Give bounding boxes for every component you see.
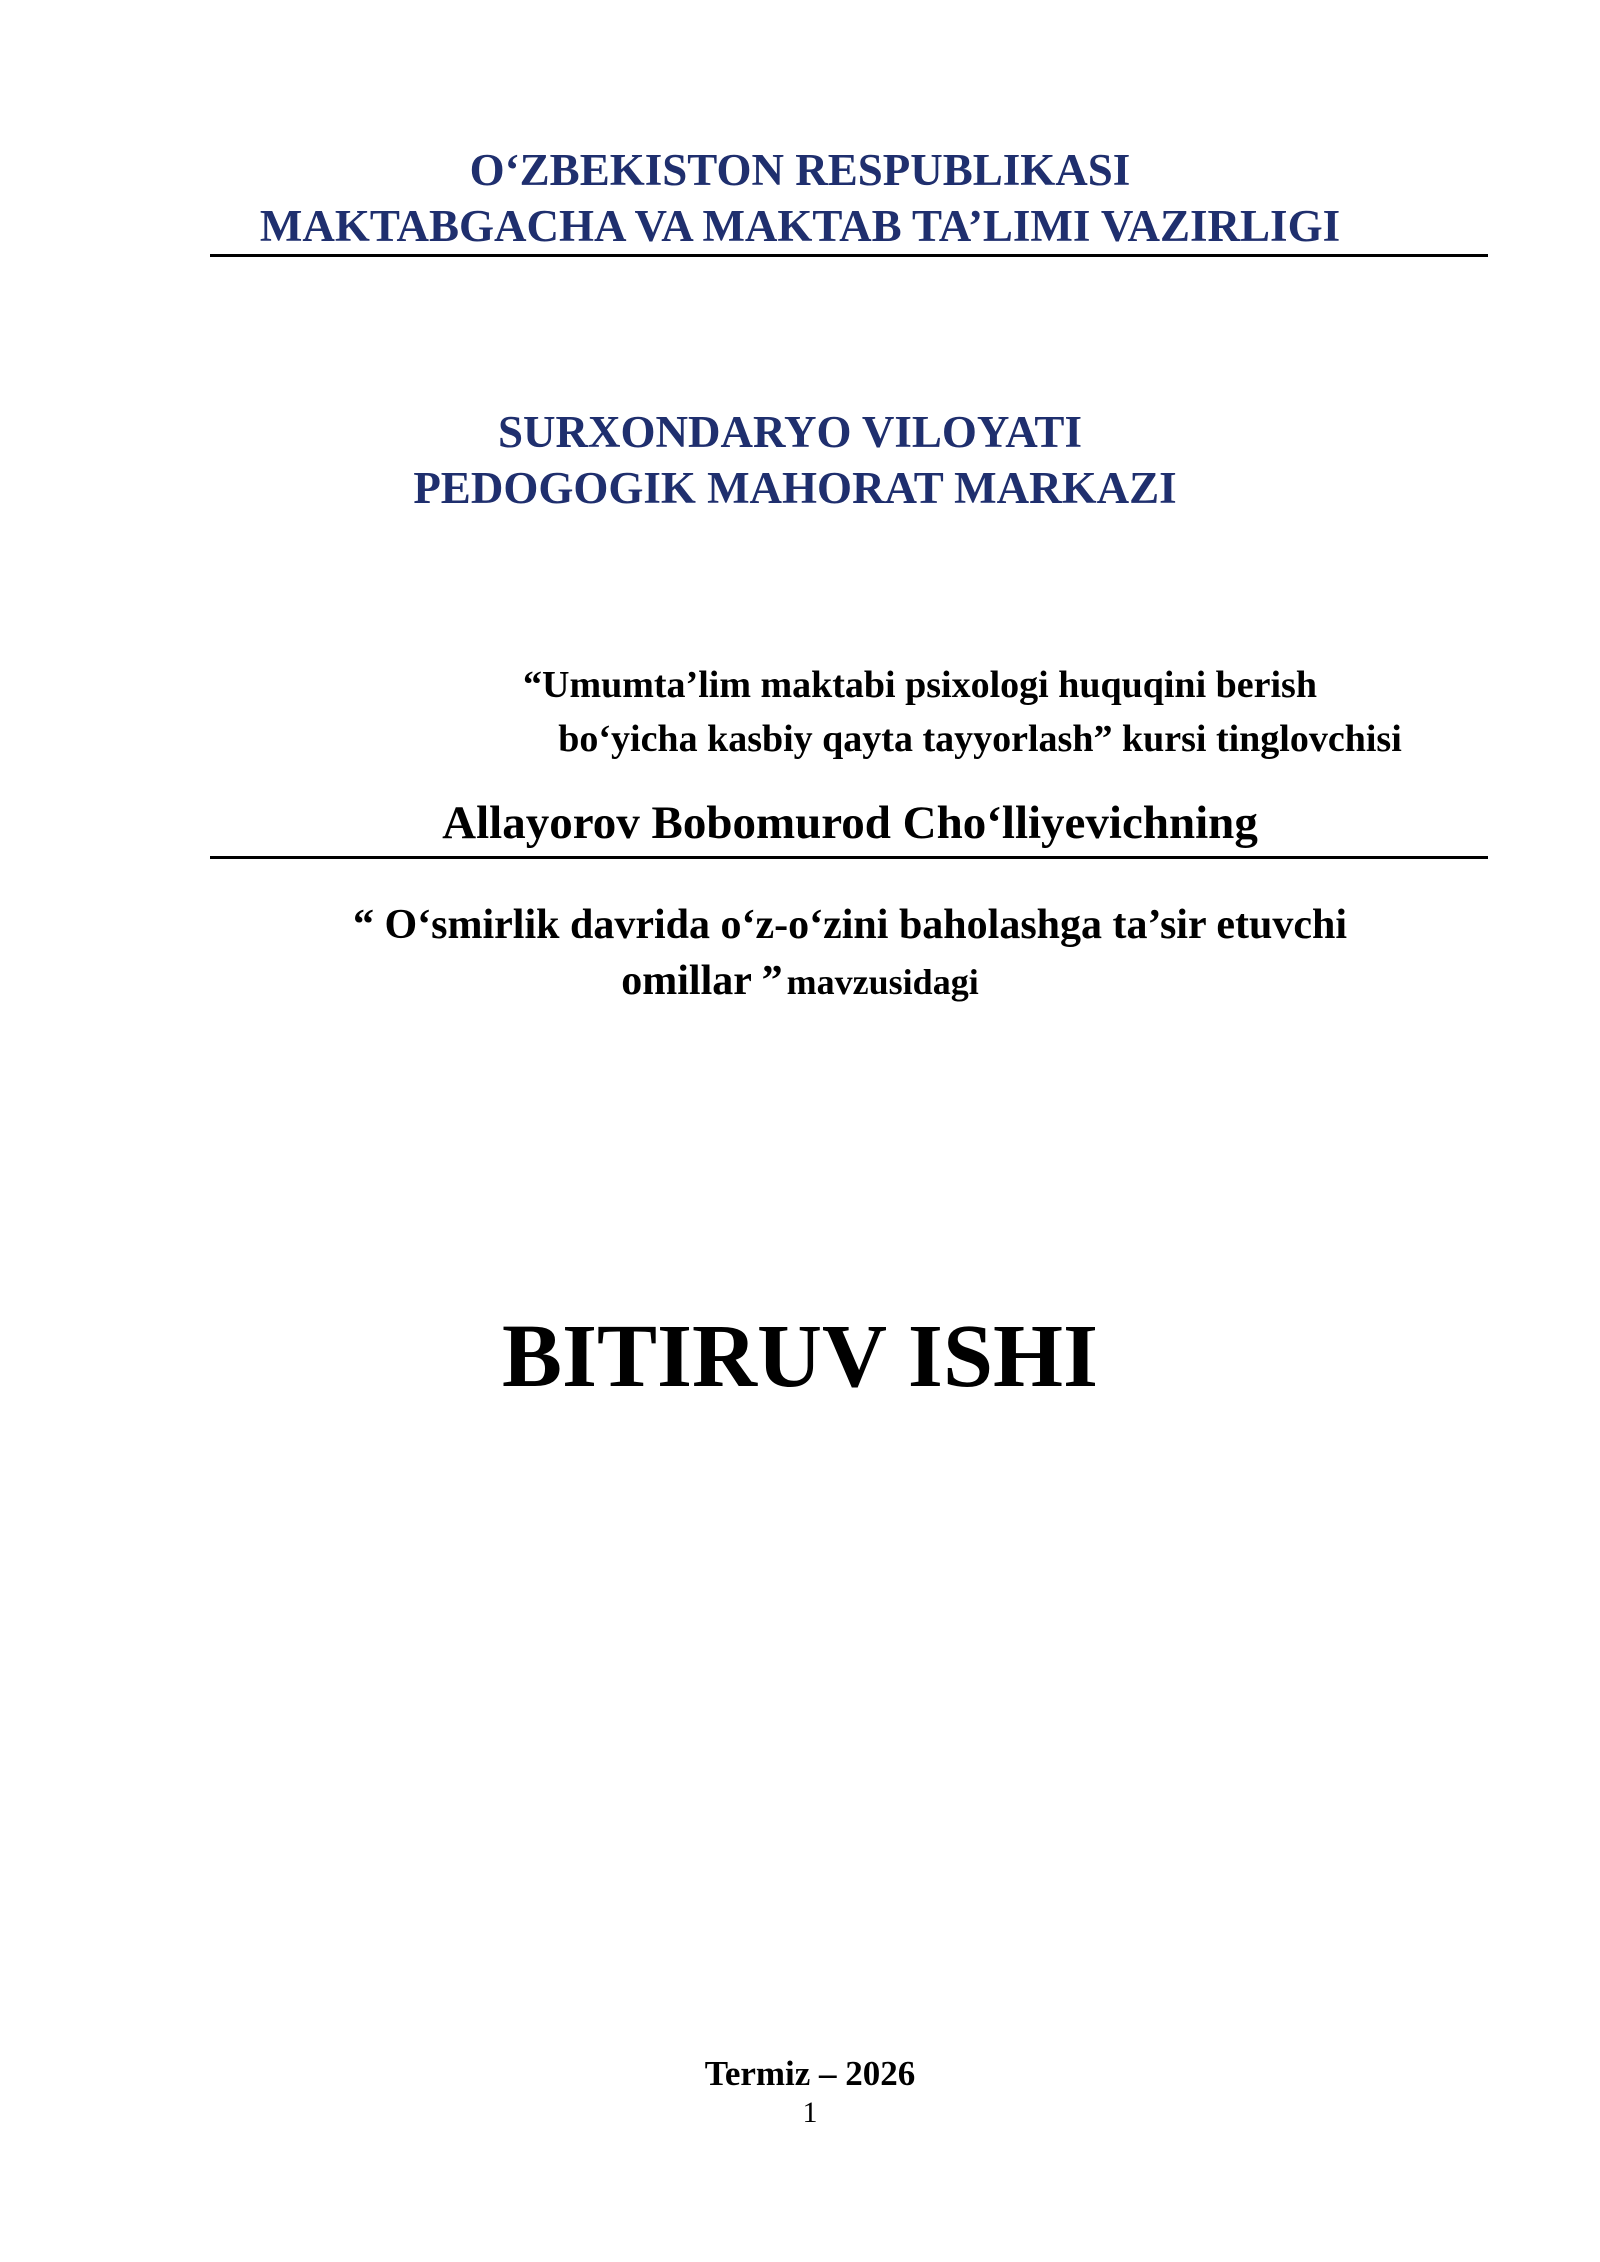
document-title: BITIRUV ISHI [501, 1307, 1099, 1406]
author-divider [210, 856, 1488, 859]
institution-line-1: SURXONDARYO VILOYATI [498, 407, 1082, 457]
author-name: Allayorov Bobomurod Cho‘lliyevichning [442, 797, 1258, 849]
course-description-line-2: bo‘yicha kasbiy qayta tayyorlash” kursi tinglovchisi [558, 718, 1402, 760]
topic-line-2-main: omillar ” [621, 958, 783, 1004]
topic-line-1: “ O‘smirlik davrida o‘z-o‘zini baholashga ta’sir etuvchi [352, 902, 1347, 948]
place-and-year: Termiz – 2026 [704, 2054, 916, 2093]
ministry-title-line-1: O‘ZBEKISTON RESPUBLIKASI [469, 145, 1131, 195]
topic-line-2-suffix: mavzusidagi [786, 962, 979, 1002]
institution-line-2: PEDOGOGIK MAHORAT MARKAZI [413, 463, 1177, 513]
course-description-line-1: “Umumta’lim maktabi psixologi huquqini berish [523, 664, 1317, 706]
page-number: 1 [802, 2096, 818, 2129]
ministry-title-line-2: MAKTABGACHA VA MAKTAB TA’LIMI VAZIRLIGI [259, 201, 1341, 251]
header-divider [210, 254, 1488, 257]
topic-line-2 [0, 960, 1600, 1002]
